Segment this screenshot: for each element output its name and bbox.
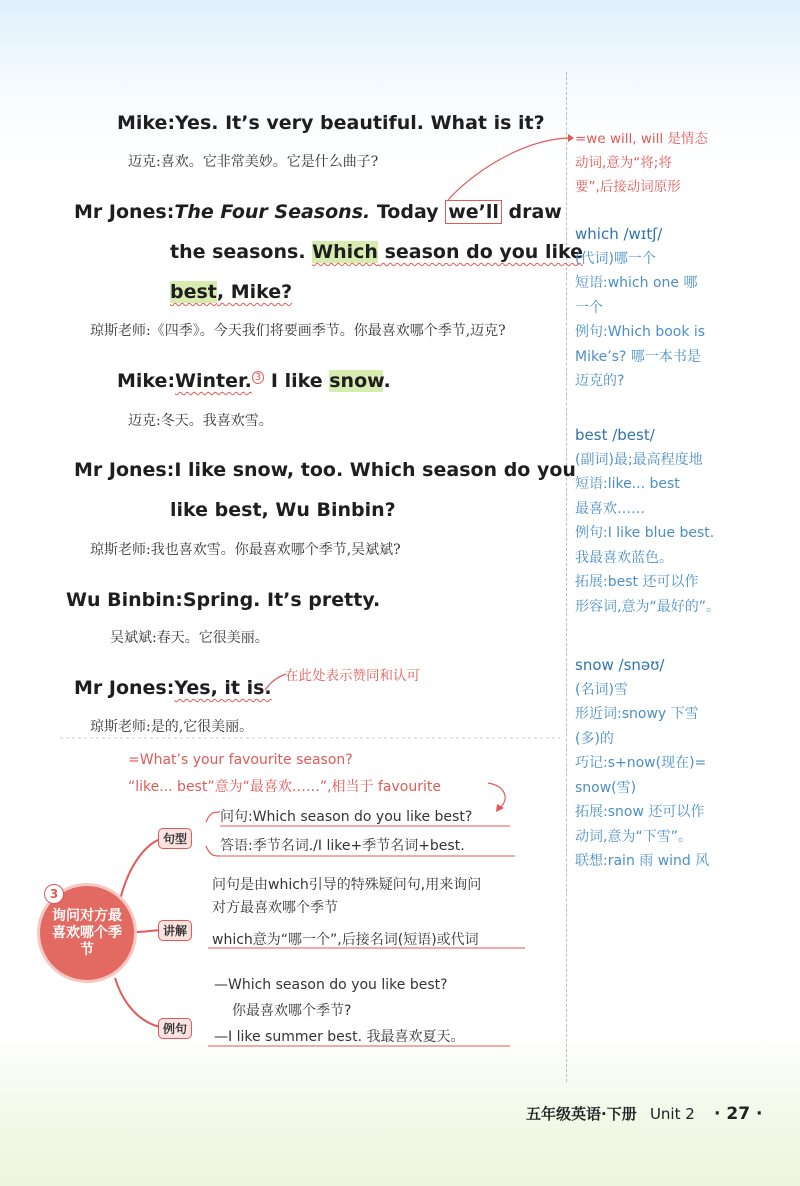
vocab-which xyxy=(575,222,705,394)
english-text: Yes, it is. xyxy=(174,677,272,699)
speaker: Mike xyxy=(117,370,168,392)
page-footer xyxy=(526,1103,762,1124)
vocab-head: which /wɪtʃ/ xyxy=(575,225,663,243)
vocab-line: 一个 xyxy=(575,299,603,316)
vocab-line: 形容词,意为“最好的”。 xyxy=(575,598,720,615)
highlight-word: Which xyxy=(312,241,378,263)
translation-speaker: 琼斯老师 xyxy=(90,323,146,339)
example-line-3: —I like summer best. 我最喜欢夏天。 xyxy=(214,1029,465,1045)
translation-speaker: 琼斯老师 xyxy=(90,542,146,558)
english-text: Yes. It’s very beautiful. What is it? xyxy=(175,112,545,134)
footnote-marker: 3 xyxy=(252,371,264,384)
speaker: Wu Binbin xyxy=(66,589,176,611)
vocab-line: 动词,意为“下雪”。 xyxy=(575,828,692,845)
dialogue-line-2: Mr Jones:The Four Seasons. Today we’ll draw xyxy=(74,201,562,223)
dialogue-line-6: Mr Jones:Yes, it is. xyxy=(74,677,272,699)
translation-speaker: 吴斌斌 xyxy=(110,630,152,646)
text-part: Winter. xyxy=(175,370,252,392)
translation-line-4: 琼斯老师:我也喜欢雪。你最喜欢哪个季节,吴斌斌? xyxy=(90,542,401,558)
vocab-line: (代词)哪一个 xyxy=(575,250,656,267)
vocab-line: (副词)最;最高程度地 xyxy=(575,451,703,468)
vocab-line: 我最喜欢蓝色。 xyxy=(575,549,673,566)
note-line: 动词,意为“将;将 xyxy=(575,155,672,171)
translation-speaker: 迈克 xyxy=(128,154,156,170)
vocab-head: best /best/ xyxy=(575,426,655,444)
note-line: =we will, will 是情态 xyxy=(575,131,708,147)
book-title: 五年级英语·下册 xyxy=(526,1105,637,1123)
explain-line-1: 问句是由which引导的特殊疑问句,用来询问 xyxy=(212,877,482,893)
example-line-2: 你最喜欢哪个季节? xyxy=(232,1003,352,1019)
translation-line-3: 迈克:冬天。我喜欢雪。 xyxy=(128,413,273,429)
dialogue-line-4: Mr Jones:I like snow, too. Which season do you xyxy=(74,459,576,481)
highlight-word: snow xyxy=(329,370,384,392)
translation-line-2: 琼斯老师:《四季》。今天我们将要画季节。你最喜欢哪个季节,迈克? xyxy=(90,323,506,339)
translation-text: 冬天。我喜欢雪。 xyxy=(160,413,273,429)
vocab-line: (名词)雪 xyxy=(575,681,628,698)
season-note: =What’s your favourite season? xyxy=(128,752,353,768)
pattern-question: 问句:Which season do you like best? xyxy=(220,809,473,825)
yes-note: 在此处表示赞同和认可 xyxy=(285,668,420,684)
explain-line-3: which意为“哪一个”,后接名词(短语)或代词 xyxy=(212,932,479,948)
song-title: The Four Seasons. xyxy=(174,201,371,223)
text-part: draw xyxy=(501,201,562,223)
english-text: I like snow, too. Which season do you xyxy=(174,459,576,481)
vocab-line: 巧记:s+now(现在)= xyxy=(575,755,707,771)
vocab-line: 拓展:snow 还可以作 xyxy=(575,804,705,820)
translation-line-6: 琼斯老师:是的,它很美丽。 xyxy=(90,719,254,735)
vocab-line: 联想:rain 雨 wind 风 xyxy=(575,853,710,869)
vocab-line: 短语:which one 哪 xyxy=(575,275,698,291)
english-text: like best, Wu Binbin? xyxy=(170,499,396,521)
branch-label-explain: 讲解 xyxy=(158,920,192,941)
vocab-line: snow(雪) xyxy=(575,779,637,796)
speaker: Mr Jones xyxy=(74,677,167,699)
translation-line-1: 迈克:喜欢。它非常美妙。它是什么曲子? xyxy=(128,154,379,170)
branch-label-pattern: 句型 xyxy=(158,828,192,849)
unit-label: Unit 2 xyxy=(649,1105,695,1123)
text-part: I like xyxy=(264,370,330,392)
translation-speaker: 琼斯老师 xyxy=(90,719,146,735)
vocab-line: (多)的 xyxy=(575,730,614,747)
vocab-best xyxy=(575,423,720,619)
vocab-line: 最喜欢…… xyxy=(575,500,645,517)
speaker: Mr Jones xyxy=(74,201,167,223)
pattern-answer: 答语:季节名词./I like+季节名词+best. xyxy=(220,838,465,854)
translation-text: 《四季》。今天我们将要画季节。你最喜欢哪个季节,迈克? xyxy=(150,323,506,339)
vocab-head: snow /snəʊ/ xyxy=(575,656,665,674)
vocab-line: 形近词:snowy 下雪 xyxy=(575,706,699,722)
text-part: the seasons. xyxy=(170,241,313,263)
vocab-line: 拓展:best 还可以作 xyxy=(575,574,699,590)
boxed-word: we’ll xyxy=(445,200,502,224)
like-best-note: “like... best”意为“最喜欢……”,相当于 favourite xyxy=(128,779,441,795)
vocab-snow xyxy=(575,653,709,874)
mindmap-center-text: 询问对方最喜欢哪个季节 xyxy=(52,907,122,958)
text-part: Today xyxy=(370,201,446,223)
text-part: . xyxy=(383,370,391,392)
translation-text: 我也喜欢雪。你最喜欢哪个季节,吴斌斌? xyxy=(150,542,401,558)
text-part: , Mike? xyxy=(216,281,293,303)
vocab-line: 迈克的? xyxy=(575,373,625,389)
speaker: Mr Jones xyxy=(74,459,167,481)
translation-line-5: 吴斌斌:春天。它很美丽。 xyxy=(110,630,269,646)
translation-text: 是的,它很美丽。 xyxy=(150,719,254,735)
translation-text: 春天。它很美丽。 xyxy=(156,630,269,646)
translation-speaker: 迈克 xyxy=(128,413,156,429)
text-part: season do you like xyxy=(377,241,583,263)
vocab-line: 例句:Which book is xyxy=(575,324,706,340)
translation-text: 喜欢。它非常美妙。它是什么曲子? xyxy=(160,154,379,170)
highlight-word: best xyxy=(170,281,217,303)
dialogue-line-1: Mike:Yes. It’s very beautiful. What is it? xyxy=(117,112,545,134)
speaker: Mike xyxy=(117,112,168,134)
vocab-line: 例句:I like blue best. xyxy=(575,525,715,541)
vocab-line: Mike’s? 哪一本书是 xyxy=(575,348,701,365)
vocab-line: 短语:like... best xyxy=(575,476,680,492)
example-line-1: —Which season do you like best? xyxy=(214,977,448,993)
note-line: 要”,后接动词原形 xyxy=(575,179,681,195)
dialogue-line-5: Wu Binbin:Spring. It’s pretty. xyxy=(66,589,381,611)
mindmap-marker: 3 xyxy=(44,884,64,904)
page-number: · 27 · xyxy=(714,1104,763,1124)
branch-label-example: 例句 xyxy=(158,1018,192,1039)
english-text: Spring. It’s pretty. xyxy=(182,589,381,611)
dialogue-line-3: Mike:Winter. $^3$ I like snow. xyxy=(117,370,391,392)
explain-line-2: 对方最喜欢哪个季节 xyxy=(212,900,338,916)
